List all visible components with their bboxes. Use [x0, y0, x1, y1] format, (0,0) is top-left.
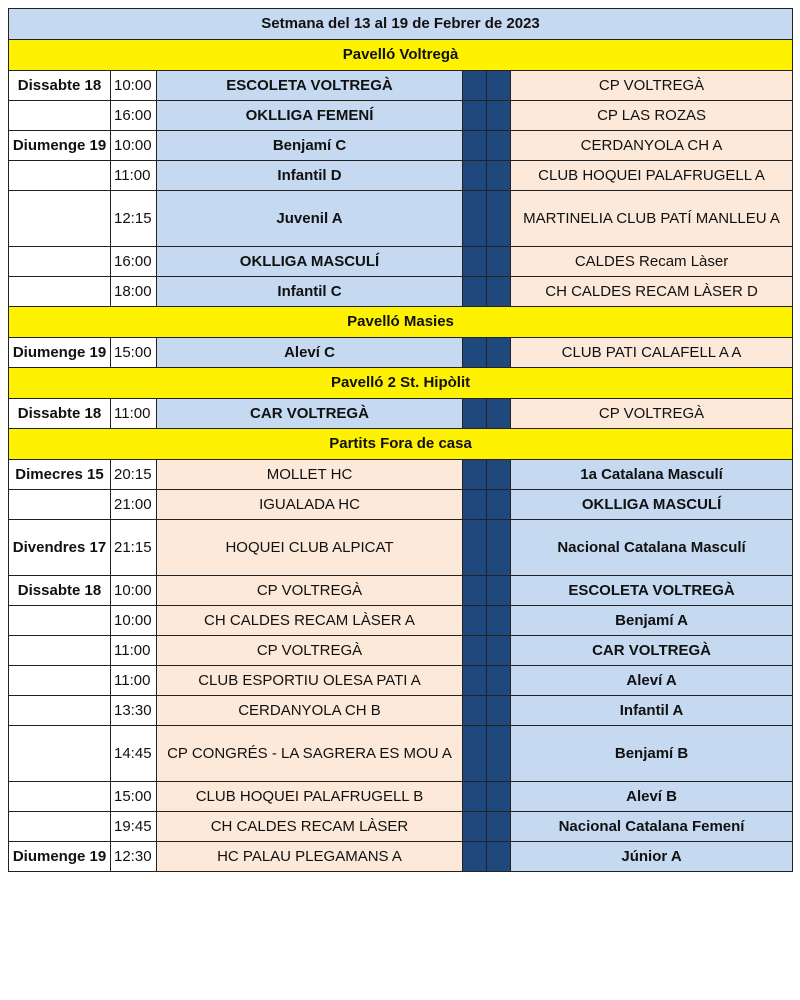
score-home — [463, 490, 487, 520]
match-day — [9, 782, 111, 812]
away-team: Aleví B — [511, 782, 793, 812]
score-away — [487, 842, 511, 872]
opponent-team: CH CALDES RECAM LÀSER D — [511, 277, 793, 307]
match-time: 11:00 — [111, 636, 157, 666]
match-time: 11:00 — [111, 666, 157, 696]
match-row — [9, 782, 793, 812]
match-row — [9, 71, 793, 101]
match-row — [9, 101, 793, 131]
match-day — [9, 812, 111, 842]
match-row — [9, 161, 793, 191]
match-time: 19:45 — [111, 812, 157, 842]
match-row — [9, 606, 793, 636]
opponent-team: CP VOLTREGÀ — [511, 399, 793, 429]
score-away — [487, 490, 511, 520]
away-team: 1a Catalana Masculí — [511, 460, 793, 490]
match-time: 10:00 — [111, 576, 157, 606]
away-team: Benjamí B — [511, 726, 793, 782]
away-team: ESCOLETA VOLTREGÀ — [511, 576, 793, 606]
opponent-team: CLUB ESPORTIU OLESA PATI A — [157, 666, 463, 696]
score-home — [463, 636, 487, 666]
opponent-team: HOQUEI CLUB ALPICAT — [157, 520, 463, 576]
match-row — [9, 520, 793, 576]
match-row — [9, 726, 793, 782]
away-team: Nacional Catalana Masculí — [511, 520, 793, 576]
opponent-team: CP CONGRÉS - LA SAGRERA ES MOU A — [157, 726, 463, 782]
match-row — [9, 460, 793, 490]
section-header: Partits Fora de casa — [9, 429, 793, 460]
away-team: Nacional Catalana Femení — [511, 812, 793, 842]
match-time: 16:00 — [111, 101, 157, 131]
match-day: Dissabte 18 — [9, 71, 111, 101]
score-away — [487, 812, 511, 842]
match-time: 20:15 — [111, 460, 157, 490]
score-away — [487, 399, 511, 429]
score-away — [487, 101, 511, 131]
home-team: Aleví C — [157, 338, 463, 368]
match-time: 12:15 — [111, 191, 157, 247]
score-away — [487, 247, 511, 277]
score-away — [487, 520, 511, 576]
score-away — [487, 782, 511, 812]
opponent-team: CP LAS ROZAS — [511, 101, 793, 131]
score-home — [463, 338, 487, 368]
match-day — [9, 666, 111, 696]
score-home — [463, 696, 487, 726]
score-home — [463, 71, 487, 101]
away-team: Benjamí A — [511, 606, 793, 636]
match-day — [9, 277, 111, 307]
week-title-row — [9, 9, 793, 40]
away-team: Júnior A — [511, 842, 793, 872]
home-team: Juvenil A — [157, 191, 463, 247]
match-time: 11:00 — [111, 161, 157, 191]
score-home — [463, 277, 487, 307]
score-home — [463, 131, 487, 161]
section-header: Pavelló Masies — [9, 307, 793, 338]
match-row — [9, 247, 793, 277]
match-time: 13:30 — [111, 696, 157, 726]
opponent-team: MOLLET HC — [157, 460, 463, 490]
match-row — [9, 666, 793, 696]
score-home — [463, 842, 487, 872]
score-home — [463, 782, 487, 812]
match-time: 11:00 — [111, 399, 157, 429]
match-row — [9, 191, 793, 247]
score-away — [487, 576, 511, 606]
score-home — [463, 606, 487, 636]
home-team: Benjamí C — [157, 131, 463, 161]
score-home — [463, 161, 487, 191]
match-day: Diumenge 19 — [9, 842, 111, 872]
score-away — [487, 131, 511, 161]
score-away — [487, 726, 511, 782]
score-away — [487, 666, 511, 696]
score-away — [487, 71, 511, 101]
match-row — [9, 842, 793, 872]
match-day: Diumenge 19 — [9, 338, 111, 368]
opponent-team: HC PALAU PLEGAMANS A — [157, 842, 463, 872]
match-row — [9, 636, 793, 666]
away-team: OKLLIGA MASCULÍ — [511, 490, 793, 520]
section-header: Pavelló Voltregà — [9, 40, 793, 71]
score-home — [463, 812, 487, 842]
score-home — [463, 726, 487, 782]
match-day — [9, 191, 111, 247]
score-away — [487, 338, 511, 368]
score-home — [463, 399, 487, 429]
opponent-team: CH CALDES RECAM LÀSER — [157, 812, 463, 842]
match-row — [9, 696, 793, 726]
section-header-row — [9, 40, 793, 71]
match-day — [9, 606, 111, 636]
score-away — [487, 636, 511, 666]
match-day — [9, 696, 111, 726]
match-time: 15:00 — [111, 782, 157, 812]
opponent-team: CERDANYOLA CH A — [511, 131, 793, 161]
score-away — [487, 277, 511, 307]
match-row — [9, 338, 793, 368]
match-row — [9, 277, 793, 307]
opponent-team: CP VOLTREGÀ — [157, 576, 463, 606]
opponent-team: CLUB HOQUEI PALAFRUGELL A — [511, 161, 793, 191]
opponent-team: CALDES Recam Làser — [511, 247, 793, 277]
score-away — [487, 460, 511, 490]
opponent-team: IGUALADA HC — [157, 490, 463, 520]
section-header-row — [9, 429, 793, 460]
score-home — [463, 101, 487, 131]
home-team: OKLLIGA FEMENÍ — [157, 101, 463, 131]
match-day: Dissabte 18 — [9, 576, 111, 606]
home-team: CAR VOLTREGÀ — [157, 399, 463, 429]
match-time: 14:45 — [111, 726, 157, 782]
match-day — [9, 726, 111, 782]
match-time: 10:00 — [111, 131, 157, 161]
score-home — [463, 191, 487, 247]
match-row — [9, 399, 793, 429]
away-team: Infantil A — [511, 696, 793, 726]
match-day: Diumenge 19 — [9, 131, 111, 161]
section-header: Pavelló 2 St. Hipòlit — [9, 368, 793, 399]
match-row — [9, 490, 793, 520]
score-away — [487, 606, 511, 636]
section-header-row — [9, 307, 793, 338]
opponent-team: MARTINELIA CLUB PATÍ MANLLEU A — [511, 191, 793, 247]
match-day: Dissabte 18 — [9, 399, 111, 429]
score-away — [487, 161, 511, 191]
match-day: Dimecres 15 — [9, 460, 111, 490]
match-row — [9, 131, 793, 161]
match-day — [9, 101, 111, 131]
opponent-team: CLUB HOQUEI PALAFRUGELL B — [157, 782, 463, 812]
home-team: ESCOLETA VOLTREGÀ — [157, 71, 463, 101]
match-day — [9, 490, 111, 520]
home-team: OKLLIGA MASCULÍ — [157, 247, 463, 277]
opponent-team: CERDANYOLA CH B — [157, 696, 463, 726]
match-time: 12:30 — [111, 842, 157, 872]
score-home — [463, 460, 487, 490]
opponent-team: CP VOLTREGÀ — [157, 636, 463, 666]
score-home — [463, 247, 487, 277]
schedule-table — [8, 8, 793, 872]
score-home — [463, 666, 487, 696]
away-team: CAR VOLTREGÀ — [511, 636, 793, 666]
match-time: 10:00 — [111, 606, 157, 636]
score-away — [487, 191, 511, 247]
match-time: 18:00 — [111, 277, 157, 307]
match-time: 21:15 — [111, 520, 157, 576]
schedule-body — [9, 9, 793, 872]
match-row — [9, 576, 793, 606]
score-home — [463, 576, 487, 606]
match-time: 15:00 — [111, 338, 157, 368]
score-away — [487, 696, 511, 726]
match-day: Divendres 17 — [9, 520, 111, 576]
section-header-row — [9, 368, 793, 399]
week-title: Setmana del 13 al 19 de Febrer de 2023 — [9, 9, 793, 40]
match-day — [9, 247, 111, 277]
opponent-team: CLUB PATI CALAFELL A A — [511, 338, 793, 368]
home-team: Infantil C — [157, 277, 463, 307]
match-time: 10:00 — [111, 71, 157, 101]
match-time: 16:00 — [111, 247, 157, 277]
match-day — [9, 636, 111, 666]
match-day — [9, 161, 111, 191]
home-team: Infantil D — [157, 161, 463, 191]
score-home — [463, 520, 487, 576]
opponent-team: CP VOLTREGÀ — [511, 71, 793, 101]
match-time: 21:00 — [111, 490, 157, 520]
match-row — [9, 812, 793, 842]
away-team: Aleví A — [511, 666, 793, 696]
opponent-team: CH CALDES RECAM LÀSER A — [157, 606, 463, 636]
